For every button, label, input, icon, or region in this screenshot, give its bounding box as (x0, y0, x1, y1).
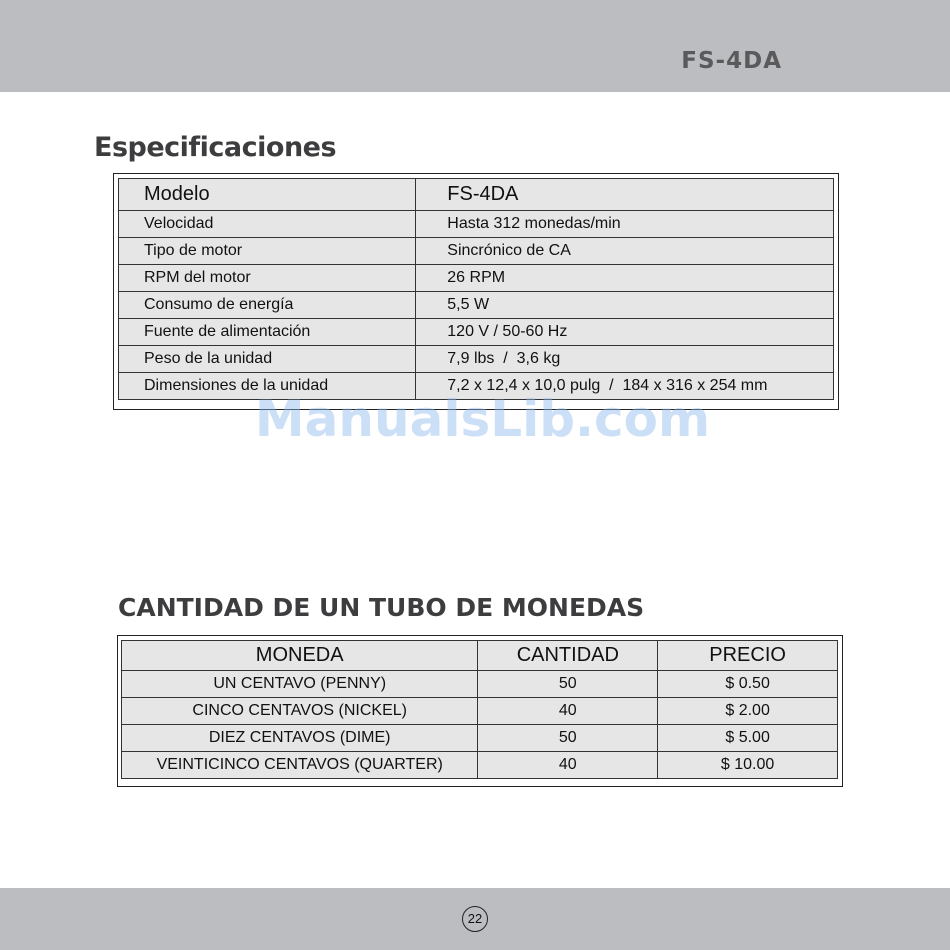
spec-value: 120 V / 50-60 Hz (416, 319, 834, 346)
spec-value: FS-4DA (416, 179, 834, 211)
coin-name: UN CENTAVO (PENNY) (122, 671, 478, 698)
coin-quantity: 40 (478, 698, 658, 725)
spec-value: 26 RPM (416, 265, 834, 292)
specifications-table (118, 178, 834, 400)
spec-value: 7,9 lbs / 3,6 kg (416, 346, 834, 373)
coin-quantity: 40 (478, 752, 658, 779)
table-row (122, 671, 838, 698)
table-row (119, 373, 834, 400)
table-row (119, 211, 834, 238)
spec-label: Dimensiones de la unidad (119, 373, 416, 400)
coin-price: $ 5.00 (658, 725, 838, 752)
spec-label: RPM del motor (119, 265, 416, 292)
table-header-row (122, 641, 838, 671)
coin-tube-title: CANTIDAD DE UN TUBO DE MONEDAS (118, 593, 645, 622)
spec-value: 7,2 x 12,4 x 10,0 pulg / 184 x 316 x 254 mm (416, 373, 834, 400)
table-row (119, 292, 834, 319)
column-header-coin: MONEDA (122, 641, 478, 671)
specifications-table-frame (113, 173, 839, 410)
table-row (119, 319, 834, 346)
coin-price: $ 10.00 (658, 752, 838, 779)
coin-quantity: 50 (478, 671, 658, 698)
spec-label: Fuente de alimentación (119, 319, 416, 346)
table-row (119, 238, 834, 265)
coin-price: $ 2.00 (658, 698, 838, 725)
spec-value: Hasta 312 monedas/min (416, 211, 834, 238)
table-row (122, 725, 838, 752)
coin-table (121, 640, 838, 779)
model-code: FS-4DA (681, 48, 782, 74)
coin-table-frame (117, 635, 843, 787)
coin-name: DIEZ CENTAVOS (DIME) (122, 725, 478, 752)
spec-label: Consumo de energía (119, 292, 416, 319)
spec-value: Sincrónico de CA (416, 238, 834, 265)
coin-name: CINCO CENTAVOS (NICKEL) (122, 698, 478, 725)
column-header-quantity: CANTIDAD (478, 641, 658, 671)
coin-price: $ 0.50 (658, 671, 838, 698)
spec-label: Tipo de motor (119, 238, 416, 265)
coin-name: VEINTICINCO CENTAVOS (QUARTER) (122, 752, 478, 779)
table-row (119, 346, 834, 373)
spec-label: Velocidad (119, 211, 416, 238)
spec-value: 5,5 W (416, 292, 834, 319)
page-number: 22 (462, 906, 488, 932)
spec-label: Peso de la unidad (119, 346, 416, 373)
watermark: ManualsLib.com (254, 390, 711, 448)
column-header-price: PRECIO (658, 641, 838, 671)
header-band (0, 0, 950, 92)
table-row (119, 179, 834, 211)
spec-label: Modelo (119, 179, 416, 211)
table-row (122, 752, 838, 779)
table-row (119, 265, 834, 292)
specifications-title: Especificaciones (94, 132, 337, 163)
table-row (122, 698, 838, 725)
coin-quantity: 50 (478, 725, 658, 752)
